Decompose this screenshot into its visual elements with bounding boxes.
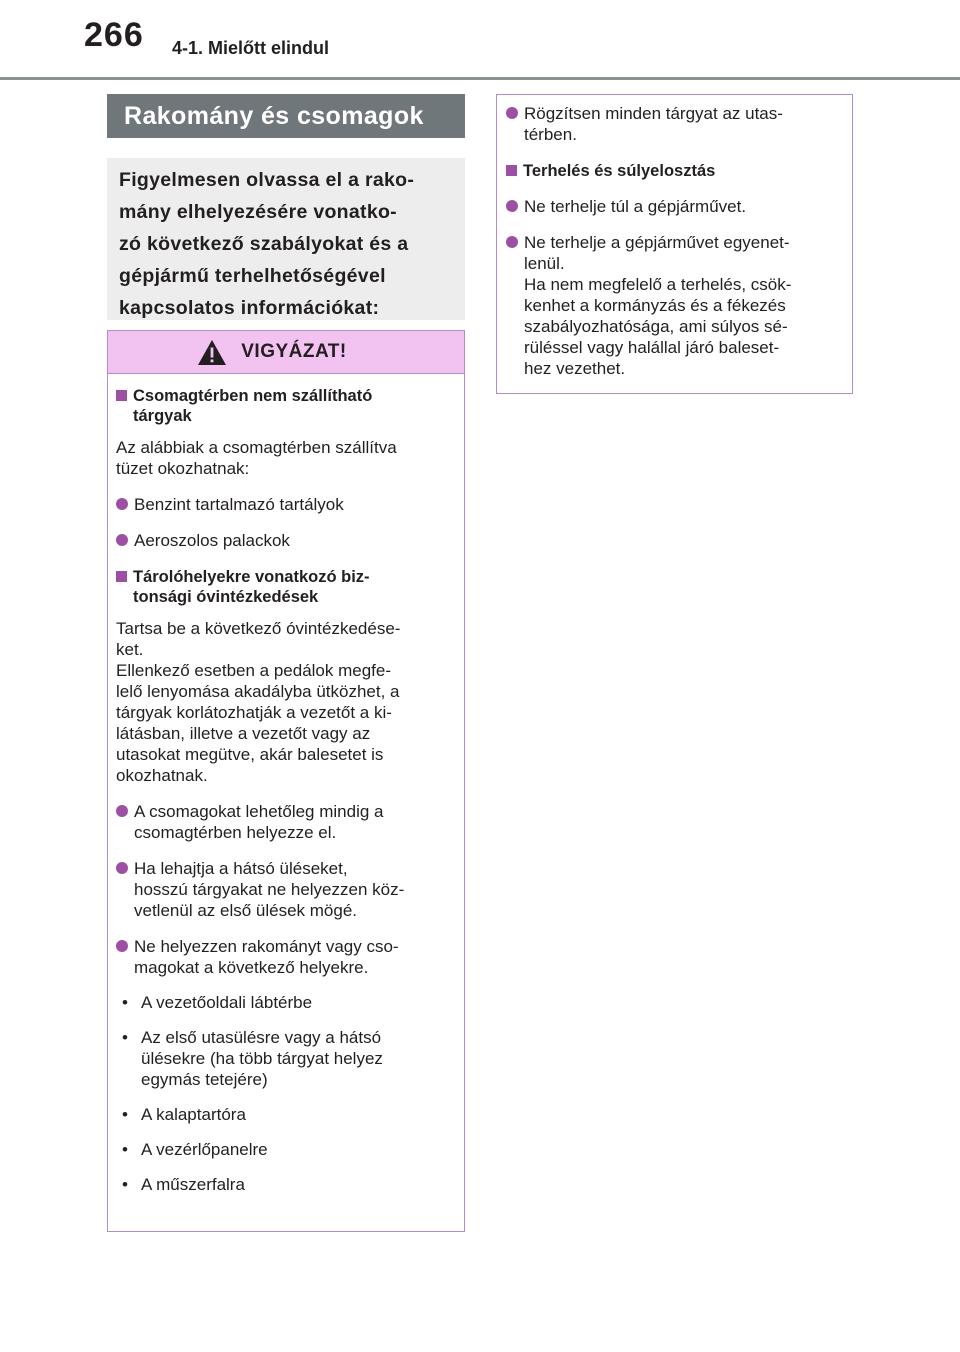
warning-title: VIGYÁZAT!	[241, 341, 347, 362]
round-bullet-icon	[116, 534, 128, 546]
square-bullet-icon	[506, 165, 517, 176]
sub-list-item-text: Az első utasülésre vagy a hátsó ülésekre (ha több tárgyat helyez egymás tetejére)	[141, 1028, 383, 1089]
bullet-marker: •	[122, 1028, 128, 1047]
sub-list-item	[116, 1027, 455, 1090]
warning-subheading-text: Csomagtérben nem szállítható tárgyak	[133, 387, 373, 425]
round-bullet-icon	[506, 200, 518, 212]
warning-continuation-box	[496, 94, 853, 394]
list-item-text: Aeroszolos palackok	[134, 531, 290, 550]
warning-subheading	[116, 386, 455, 426]
sub-list-item-text: A műszerfalra	[141, 1175, 245, 1194]
bullet-marker: •	[122, 993, 128, 1012]
warning-paragraph: Az alábbiak a csomagtérben szállítva tüzet okozhatnak:	[116, 438, 397, 478]
warning-subheading-text: Terhelés és súlyelosztás	[523, 162, 716, 180]
list-item-text: Rögzítsen minden tárgyat az utas- térben.	[524, 104, 783, 144]
list-item	[116, 936, 455, 978]
warning-subheading	[506, 161, 843, 181]
round-bullet-icon	[116, 498, 128, 510]
sub-list-item	[116, 1104, 455, 1125]
warning-body	[108, 374, 464, 1195]
warning-subheading	[116, 567, 455, 607]
list-item-text: Ne helyezzen rakományt vagy cso- magokat a következő helyekre.	[134, 937, 399, 977]
round-bullet-icon	[506, 236, 518, 248]
round-bullet-icon	[506, 107, 518, 119]
list-item	[506, 103, 843, 145]
warning-subheading-text: Tárolóhelyekre vonatkozó biz- tonsági óvintézkedések	[133, 568, 370, 606]
list-item-text: Ne terhelje a gépjárművet egyenet- lenül. Ha nem megfelelő a terhelés, csök- kenhet a kormányzás és a fékezés szabályozhatósága, ami súlyos sé- rüléssel vagy halállal járó baleset- hez vezethet.	[524, 233, 792, 378]
sub-list-item-text: A vezetőoldali lábtérbe	[141, 993, 313, 1012]
bullet-marker: •	[122, 1105, 128, 1124]
sub-list-item-text: A vezérlőpanelre	[141, 1140, 268, 1159]
intro-box: Figyelmesen olvassa el a rako- mány elhelyezésére vonatko- zó következő szabályokat és a gépjármű terhelhetőségével kapcsolatos információkat:	[107, 158, 465, 320]
page-number: 266	[84, 16, 144, 54]
square-bullet-icon	[116, 571, 127, 582]
list-item	[116, 530, 455, 551]
sub-list-item	[116, 1174, 455, 1195]
list-item-text: A csomagokat lehetőleg mindig a csomagtérben helyezze el.	[134, 802, 384, 842]
list-item	[116, 801, 455, 843]
warning-box	[107, 330, 465, 1232]
warning-header	[108, 331, 464, 374]
list-item	[116, 494, 455, 515]
list-item-text: Benzint tartalmazó tartályok	[134, 495, 344, 514]
list-item-text: Ha lehajtja a hátsó üléseket, hosszú tárgyakat ne helyezzen köz- vetlenül az első ülések mögé.	[134, 859, 405, 920]
sub-list-item	[116, 1139, 455, 1160]
list-item	[506, 232, 843, 379]
list-item	[116, 858, 455, 921]
sub-list-item	[116, 992, 455, 1013]
header-divider	[0, 77, 960, 80]
sub-list-item-text: A kalaptartóra	[141, 1105, 246, 1124]
round-bullet-icon	[116, 805, 128, 817]
warning-paragraph: Tartsa be a következő óvintézkedése- ket. Ellenkező esetben a pedálok megfe- lelő lenyomása akadályba ütközhet, a tárgyak korlátozhatják a vezetőt a ki- látásban, illetve a vezetőt vagy az utasokat megütve, akár balesetet is okozhatnak.	[116, 619, 401, 785]
square-bullet-icon	[116, 390, 127, 401]
warning-triangle-icon	[197, 339, 227, 366]
bullet-marker: •	[122, 1175, 128, 1194]
section-title: Rakomány és csomagok	[107, 94, 465, 138]
round-bullet-icon	[116, 862, 128, 874]
list-item	[506, 196, 843, 217]
bullet-marker: •	[122, 1140, 128, 1159]
section-label: 4-1. Mielőtt elindul	[172, 38, 330, 58]
round-bullet-icon	[116, 940, 128, 952]
list-item-text: Ne terhelje túl a gépjárművet.	[524, 197, 747, 216]
